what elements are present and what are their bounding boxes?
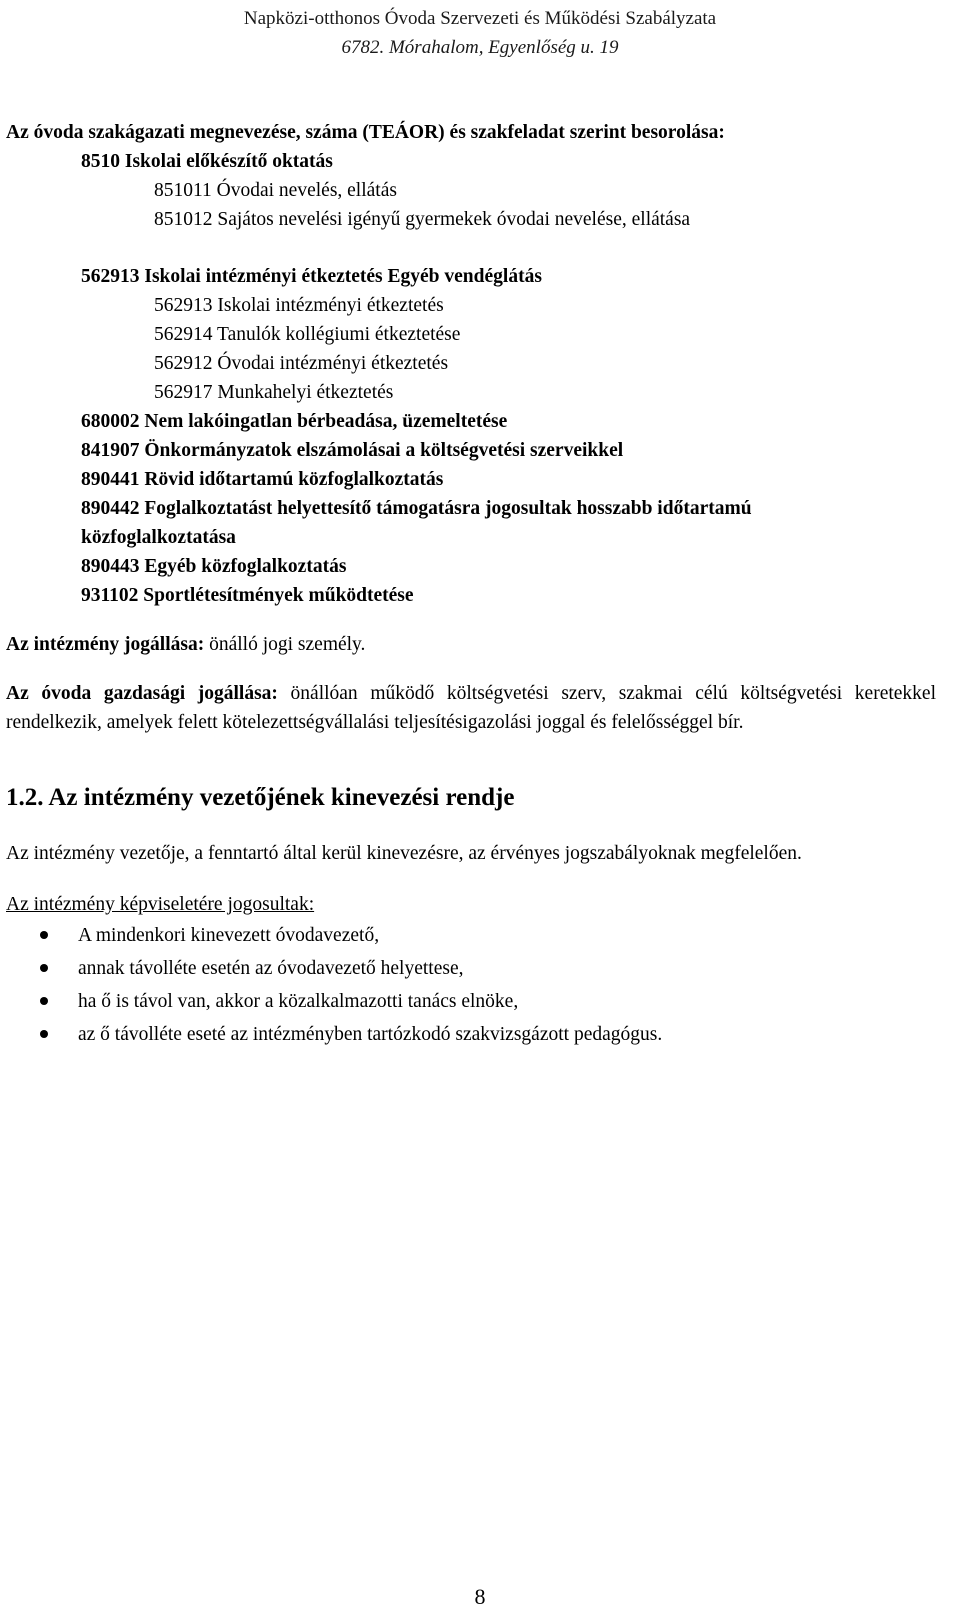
economic-status-label: Az óvoda gazdasági jogállása: <box>6 683 278 704</box>
legal-status-label: Az intézmény jogállása: <box>6 634 205 655</box>
representatives-label: Az intézmény képviseletére jogosultak: <box>6 894 315 915</box>
page-number: 8 <box>474 1584 486 1609</box>
legal-status-value: önálló jogi személy. <box>204 634 366 655</box>
list-item: ha ő is távol van, akkor a közalkalmazotti tanács elnöke, <box>6 985 936 1018</box>
page-header <box>0 4 960 62</box>
bullet-icon <box>40 997 48 1005</box>
teaor-item: 890443 Egyéb közfoglalkoztatás <box>81 556 347 577</box>
teaor-item: 890441 Rövid időtartamú közfoglalkoztatás <box>81 469 444 490</box>
teaor-sub-item: 562912 Óvodai intézményi étkeztetés <box>154 353 449 374</box>
list-item: A mindenkori kinevezett óvodavezető, <box>6 919 936 952</box>
teaor-sub-item: 562913 Iskolai intézményi étkeztetés <box>154 295 444 316</box>
bullet-icon <box>40 964 48 972</box>
institution-address: 6782. Mórahalom, Egyenlőség u. 19 <box>341 37 619 58</box>
document-title: Napközi-otthonos Óvoda Szervezeti és Működési Szabályzata <box>243 8 717 29</box>
teaor-sub-item: 562914 Tanulók kollégiumi étkeztetése <box>154 324 461 345</box>
representatives-list <box>6 919 936 1051</box>
list-item: az ő távolléte eseté az intézményben tartózkodó szakvizsgázott pedagógus. <box>6 1018 936 1051</box>
teaor-sub-item: 851012 Sajátos nevelési igényű gyermekek óvodai nevelése, ellátása <box>154 209 691 230</box>
teaor-item: 890442 Foglalkoztatást helyettesítő támogatásra jogosultak hosszabb időtartamú <box>81 498 752 519</box>
economic-status-text: önállóan működő költségvetési szerv, szakmai célú költségvetési keretekkel rendelkezik, amelyek felett kötelezettségvállalási teljesítésigazolási joggal és felelősséggel bír. <box>6 683 936 733</box>
bullet-icon <box>40 1030 48 1038</box>
list-item: annak távolléte esetén az óvodavezető helyettese, <box>6 952 936 985</box>
teaor-item: 931102 Sportlétesítmények működtetése <box>81 585 414 606</box>
teaor-item: 841907 Önkormányzatok elszámolásai a költségvetési szerveikkel <box>81 440 624 461</box>
teaor-item: 680002 Nem lakóingatlan bérbeadása, üzemeltetése <box>81 411 508 432</box>
section-heading: 1.2. Az intézmény vezetőjének kinevezési rendje <box>6 784 515 811</box>
appointment-paragraph: Az intézmény vezetője, a fenntartó által kerül kinevezésre, az érvényes jogszabályoknak megfelelően. <box>6 843 802 864</box>
teaor-item-continued: közfoglalkoztatása <box>81 527 236 548</box>
bullet-icon <box>40 931 48 939</box>
teaor-sub-item: 851011 Óvodai nevelés, ellátás <box>154 180 397 201</box>
document-body <box>6 118 936 1051</box>
legal-status <box>6 630 936 659</box>
teaor-group-title: 562913 Iskolai intézményi étkeztetés Egyéb vendéglátás <box>81 266 542 287</box>
teaor-heading: Az óvoda szakágazati megnevezése, száma (TEÁOR) és szakfeladat szerint besorolása: <box>6 122 725 143</box>
economic-status-paragraph <box>6 679 936 737</box>
teaor-main-code: 8510 Iskolai előkészítő oktatás <box>81 151 333 172</box>
teaor-sub-item: 562917 Munkahelyi étkeztetés <box>154 382 394 403</box>
